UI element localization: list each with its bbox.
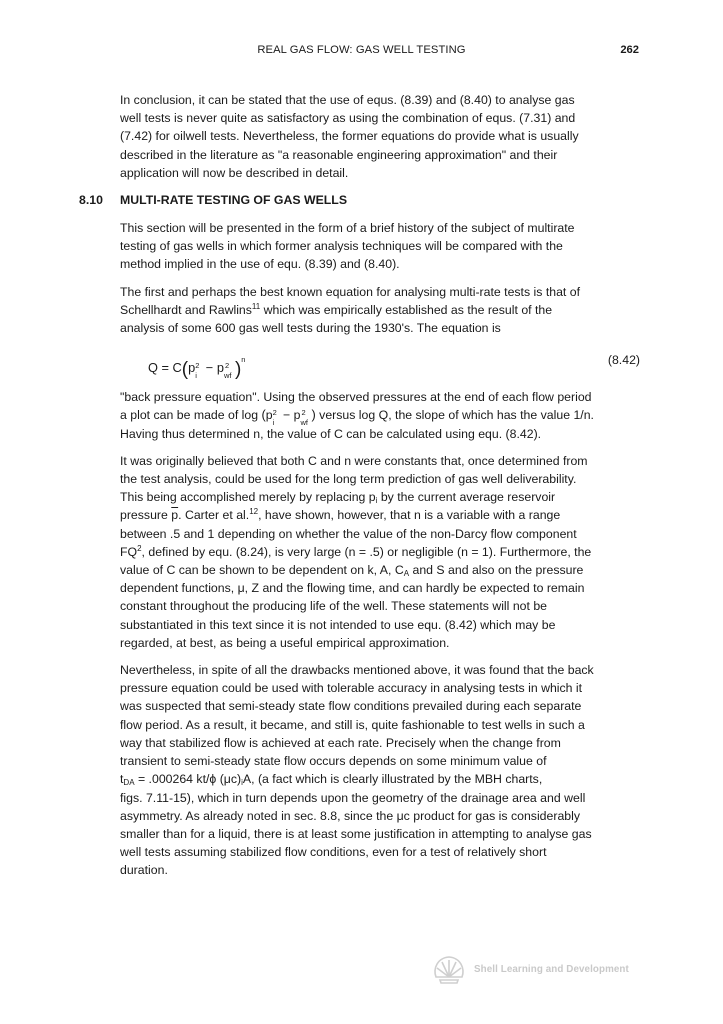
shell-logo-icon [432,955,466,985]
shell-logo-outline [435,957,463,983]
text-line: flow period. As a result, it became, and still is, quite fashionable to test wells in such a [120,717,585,732]
paragraph-conclusion [120,91,640,182]
page-header [0,44,723,60]
text-line: "back pressure equation". Using the observed pressures at the end of each flow period [120,390,592,405]
text-line: between .5 and 1 depending on whether the value of the non-Darcy flow component [120,526,577,541]
text-line: the test analysis, could be used for the long term prediction of gas well deliverability. [120,472,577,487]
text-line: well tests is never quite as satisfactory as using the combination of equs. (7.31) and [120,111,576,126]
text-line: pressure $\overline{p}$. Carter et al.$^{12}$, have shown, however, that n is a variable with a range [120,507,561,523]
text-line: asymmetry. As already noted in sec. 8.8, since the μc product for gas is considerably [120,808,581,823]
reference-marker: 11 [251,301,261,311]
text-line: $FQ^2$, defined by equ. (8.24), is very large (n = .5) or negligible (n = 1). Furthermore, the [120,543,592,559]
text-line: This section will be presented in the form of a brief history of the subject of multirate [120,221,575,236]
text-line: smaller than for a liquid, there is at least some justification in attempting to analyse gas [120,826,592,841]
section-heading [79,191,640,209]
page-body [79,91,640,889]
section-title: MULTI-RATE TESTING OF GAS WELLS [120,193,348,208]
text-line: Nevertheless, in spite of all the drawbacks mentioned above, it was found that the back [120,663,594,678]
text-line: It was originally believed that both C and n were constants that, once determined from [120,453,588,468]
page-number: 262 [620,44,639,56]
reference-marker: 12 [249,507,259,517]
section-number: 8.10 [79,193,103,208]
text-line: transient to semi-steady state flow occurs depends on some minimum value of [120,754,547,769]
running-title: REAL GAS FLOW: GAS WELL TESTING [257,44,466,56]
text-line: method implied in the use of equ. (8.39) and (8.40). [120,257,400,272]
text-line: analysis of some 600 gas well tests during the 1930's. The equation is [120,321,501,336]
paragraph-intro [120,219,640,274]
equation-8-42 [120,346,640,381]
text-line: In conclusion, it can be stated that the use of equs. (8.39) and (8.40) to analyse gas [120,93,575,107]
text-line: This being accomplished merely by replacing $p_i$ by the current average reservoir [120,490,556,506]
text-line: way that stabilized flow is achieved at each rate. Precisely when the change from [120,735,561,750]
paragraph-schellhardt [120,283,640,338]
paragraph-back-pressure [120,388,640,443]
equation-number: (8.42) [607,353,640,368]
text-line: dependent functions, μ, Z and the flowing time, and can hardly be expected to remain [120,581,585,596]
text-line: The first and perhaps the best known equation for analysing multi-rate tests is that of [120,284,581,299]
text-line: duration. [120,863,168,878]
paragraph-constants [120,452,640,652]
text-line: $t_{DA} = .000264$ kt/ϕ $(\mu c)_iA$, (a fact which is clearly illustrated by the MBH charts, [120,772,543,788]
equation-expression: Q = C(p 2 i − p 2 wf )$^n$ [148,355,246,381]
text-line: Having thus determined n, the value of C can be calculated using equ. (8.42). [120,426,542,441]
footer-branding [432,955,632,985]
text-line: regarded, at best, as being a useful empirical approximation. [120,635,450,650]
text-line: figs. 7.11-15), which in turn depends upon the geometry of the drainage area and well [120,790,586,805]
text-line: testing of gas wells in which former analysis techniques will be compared with the [120,239,563,254]
text-line: Schellhardt and Rawlins$^{11}$ which was empirically established as the result of the [120,301,553,317]
paragraph-nevertheless [120,661,640,879]
text-line: well tests assuming stabilized flow conditions, even for a test of relatively short [120,845,547,860]
text-line: substantiated in this text since it is not intended to use equ. (8.42) which may be [120,617,556,632]
text-line: described in the literature as "a reasonable engineering approximation" and their [120,147,558,162]
text-line: a plot can be made of log (p 2 i − p 2 wf ) versus log Q, the slope of which has the value 1/n. [120,407,594,428]
text-line: pressure equation could be used with tolerable accuracy in analysing tests in which it [120,681,583,696]
text-line: constant throughout the producing life of the well. These statements will not be [120,599,548,614]
text-line: value of C can be shown to be dependent on k, A, $C_A$ and S and also on the pressure [120,563,584,579]
text-line: was suspected that semi-steady state flow conditions prevailed during each separate [120,699,582,714]
text-line: application will now be described in detail. [120,165,349,180]
text-line: (7.42) for oilwell tests. Nevertheless, the former equations do provide what is usually [120,129,579,144]
footer-text: Shell Learning and Development [474,964,629,975]
